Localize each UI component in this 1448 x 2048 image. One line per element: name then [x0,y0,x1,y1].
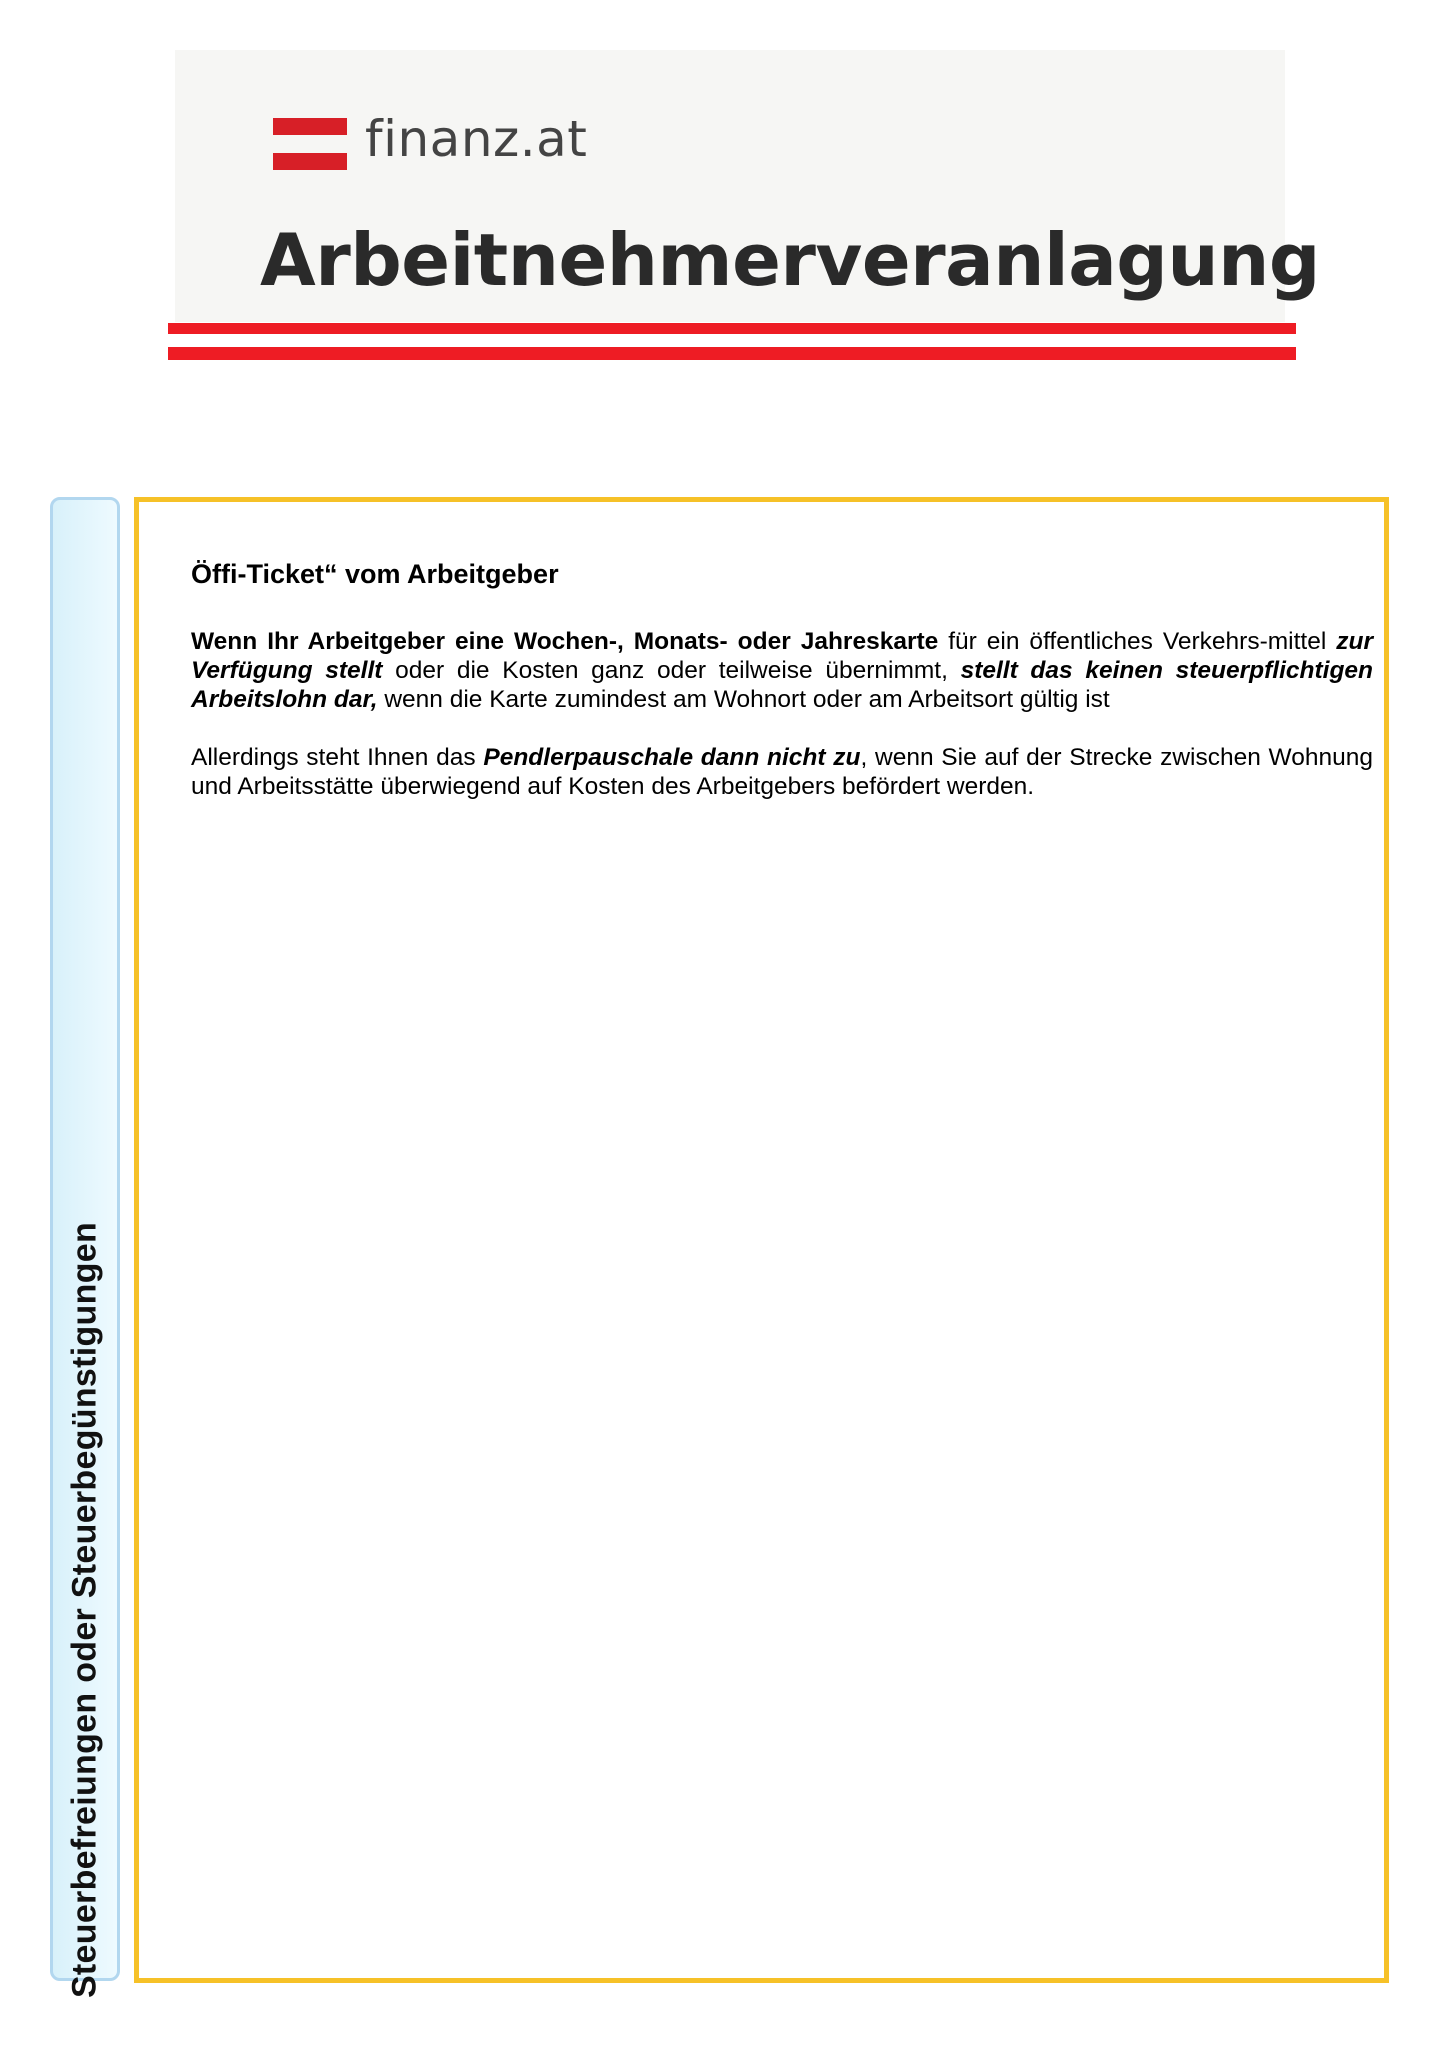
header-divider-bottom [168,347,1296,360]
section-heading: Öffi-Ticket“ vom Arbeitgeber [191,559,559,589]
text-bold-italic: stellt das keinen steuerpflichtigen Arbeitslohn dar, [191,657,1374,713]
austria-flag-icon [273,118,347,170]
header-banner [175,50,1320,322]
flag-stripe-bottom [273,153,347,170]
paragraph-employer-ticket [191,627,1373,714]
text-regular: oder die Kosten ganz oder teilweise übernimmt, [382,657,961,684]
content-body [191,557,1373,801]
text-bold-italic: Pendlerpauschale dann nicht zu [483,744,861,771]
brand-logo-text: finanz.at [365,110,588,168]
content-frame [134,497,1389,1983]
flag-stripe-top [273,118,347,135]
text-regular: Allerdings steht Ihnen das [191,744,484,771]
text-regular: für ein öffentliches Verkehrs-mittel [938,628,1337,655]
side-category-tab [50,497,120,1999]
side-category-label: Steuerbefreiungen oder Steuerbegünstigungen [65,1221,104,1999]
text-regular: , wenn Sie auf der Strecke zwischen Wohnung und Arbeitsstätte überwiegend auf Kosten des Arbeitgebers befördert werden. [191,744,1373,800]
header-divider-top [168,323,1296,334]
text-bold-italic: zur Verfügung stellt [191,628,1373,684]
text-bold: Wenn Ihr Arbeitgeber eine Wochen-, Monats- oder Jahreskarte [191,628,939,655]
text-regular: wenn die Karte zumindest am Wohnort oder am Arbeitsort gültig ist [377,686,1110,713]
paragraph-commuter-allowance [191,743,1373,801]
page-title: Arbeitnehmerveranlagung [260,218,1320,302]
